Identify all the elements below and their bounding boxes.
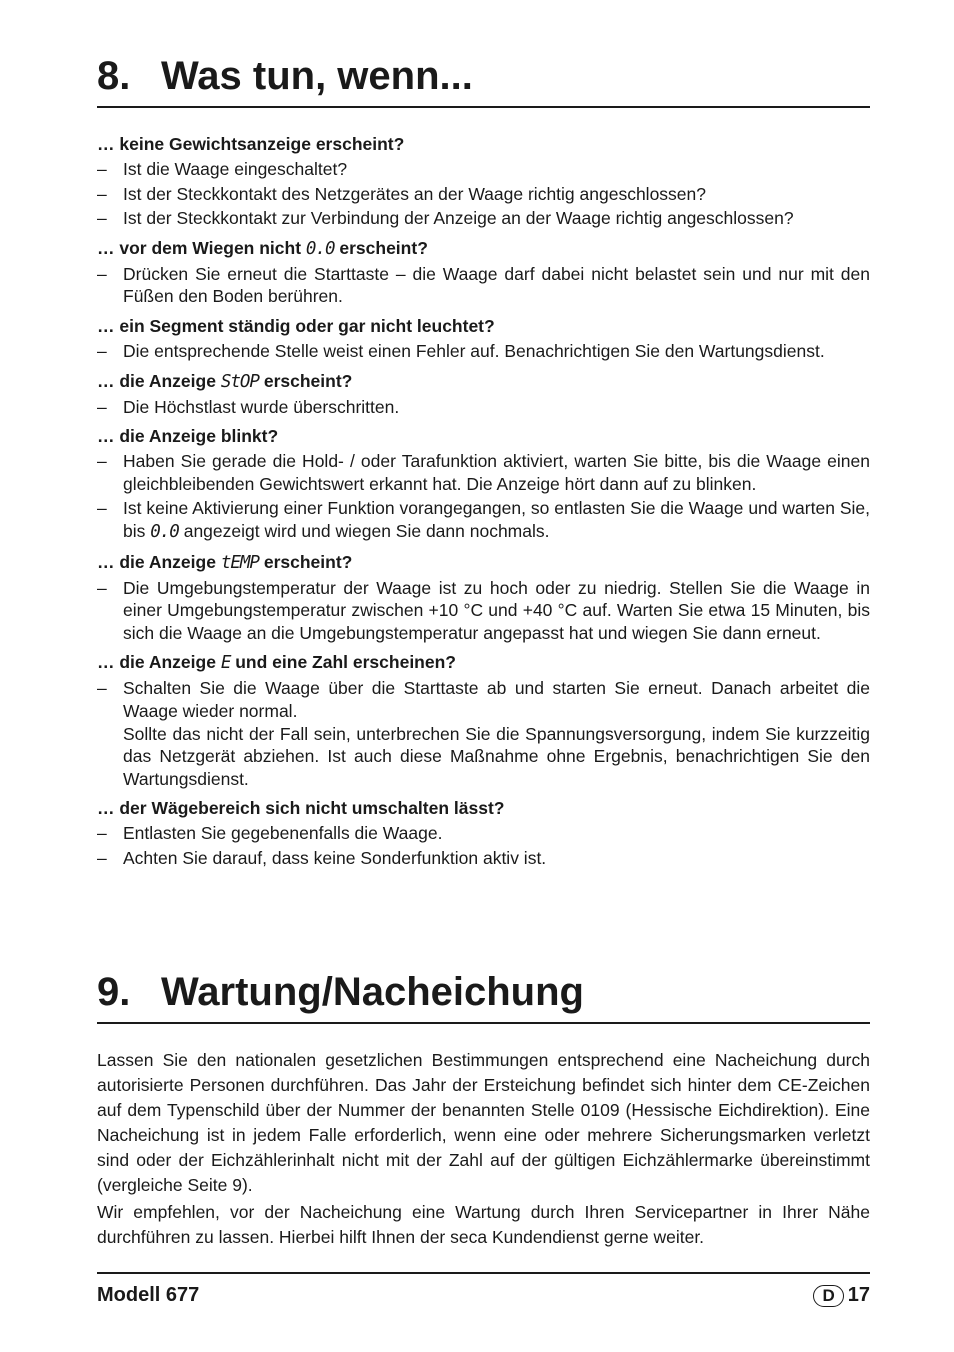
chapter-8-heading — [97, 56, 870, 108]
answer-text: Die Umgebungstemperatur der Waage ist zu hoch oder zu niedrig. Stellen Sie die Waage in einer Umgebungstemperatur zwischen +10 °C und +40 °C auf. Warten Sie etwa 15 Minuten, bis sich die Waage an die Umgebungstemperatur angepasst hat und wiegen Sie dann erneut. — [123, 577, 870, 643]
chapter-8-title: Was tun, wenn... — [161, 54, 473, 98]
dash-bullet: – — [97, 678, 107, 699]
answer-item — [97, 340, 870, 363]
dash-bullet: – — [97, 823, 107, 844]
answer-item — [97, 450, 870, 495]
dash-bullet: – — [97, 340, 107, 361]
question-heading — [97, 315, 870, 338]
answer-text: Haben Sie gerade die Hold- / oder Tarafunktion aktiviert, warten Sie bitte, bis die Waage einen gleichbleibenden Gewichtswert erkannt hat. Die Anzeige hört dann auf zu blinken. — [123, 451, 870, 494]
dash-bullet: – — [97, 498, 107, 519]
answer-text: Schalten Sie die Waage über die Starttaste ab und starten Sie erneut. Danach arbeitet die Waage wieder normal. — [123, 678, 870, 721]
answer-text: Ist der Steckkontakt zur Verbindung der Anzeige an der Waage richtig angeschlossen? — [123, 208, 794, 229]
language-badge: D — [813, 1285, 843, 1307]
chapter-8-number: 8. — [97, 54, 131, 98]
question-heading — [97, 551, 870, 575]
question-heading — [97, 370, 870, 394]
answer-text: Die entsprechende Stelle weist einen Fehler auf. Benachrichtigen Sie den Wartungsdienst. — [123, 340, 825, 361]
answer-item — [97, 497, 870, 543]
answer-item — [97, 396, 870, 419]
answer-text-continued: Sollte das nicht der Fall sein, unterbrechen Sie die Spannungsversorgung, indem Sie kurzzeitig das Netzgerät abziehen. Ist auch diese Maßnahme ohne Ergebnis, benachrichtigen Sie den Wartungsdienst. — [123, 723, 870, 789]
answer-text-end: angezeigt wird und wiegen Sie dann nochmals. — [178, 520, 550, 541]
question-heading — [97, 425, 870, 448]
answer-item — [97, 183, 870, 206]
model-label: Modell 677 — [97, 1284, 200, 1306]
question-heading — [97, 651, 870, 675]
question-text-end: erscheint? — [334, 237, 428, 258]
question-text: … die Anzeige — [97, 652, 221, 673]
page-number-box — [813, 1284, 870, 1307]
question-text: … keine Gewichtsanzeige erscheint? — [97, 134, 405, 154]
answer-text: Ist keine Aktivierung einer Funktion vorangegangen, so entlasten Sie die Waage und warten Sie, bis — [123, 498, 870, 541]
answer-item — [97, 677, 870, 790]
question-text-end: erscheint? — [258, 551, 353, 572]
dash-bullet: – — [97, 159, 107, 179]
question-text: … ein Segment ständig oder gar nicht leuchtet? — [97, 315, 495, 336]
question-text: … vor dem Wiegen nicht — [97, 237, 306, 258]
question-text: … der Wägebereich sich nicht umschalten lässt? — [97, 798, 505, 819]
chapter-9-number: 9. — [97, 970, 131, 1014]
page-footer — [97, 1272, 870, 1306]
lcd-display-symbol: E — [220, 653, 231, 674]
answer-item — [97, 847, 870, 870]
troubleshooting-list — [97, 133, 870, 869]
answer-text: Entlasten Sie gegebenenfalls die Waage. — [123, 823, 443, 844]
lcd-display-symbol: 0.0 — [305, 238, 335, 259]
question-heading — [97, 797, 870, 820]
lcd-display-symbol: 0.0 — [150, 521, 179, 542]
question-text: … die Anzeige — [97, 551, 221, 572]
dash-bullet: – — [97, 396, 107, 417]
dash-bullet: – — [97, 451, 107, 472]
question-text-end: und eine Zahl erscheinen? — [230, 652, 456, 673]
lcd-display-symbol: tEMP — [220, 552, 259, 573]
question-text-end: erscheint? — [258, 370, 353, 391]
chapter-9-title: Wartung/Nacheichung — [161, 970, 584, 1014]
question-heading — [97, 237, 870, 261]
answer-item — [97, 822, 870, 845]
chapter-9-paragraph-1: Lassen Sie den nationalen gesetzlichen Bestimmungen entsprechend eine Nacheichung durch autorisierte Personen durchführen. Das Jahr der Ersteichung befindet sich hinter dem CE-Zeichen auf dem Typenschild über der Nummer der benannten Stelle 0109 (Hessische Eichdirektion). Eine Nacheichung ist in jedem Falle erforderlich, wenn eine oder mehrere Sicherungsmarken verletzt sind oder der Eichzählerinhalt nicht mit der Zahl auf der gültigen Eichzählermarke übereinstimmt (vergleiche Seite 9). — [97, 1050, 870, 1195]
dash-bullet: – — [97, 183, 107, 204]
page-number: 17 — [847, 1284, 870, 1306]
chapter-9-paragraph-2: Wir empfehlen, vor der Nacheichung eine Wartung durch Ihren Servicepartner in Ihrer Nähe durchführen zu lassen. Hierbei hilft Ihnen der seca Kundendienst gerne weiter. — [97, 1202, 870, 1247]
question-heading — [97, 133, 870, 156]
dash-bullet: – — [97, 208, 107, 229]
dash-bullet: – — [97, 577, 107, 598]
question-text: … die Anzeige blinkt? — [97, 426, 279, 447]
answer-text: Ist die Waage eingeschaltet? — [123, 159, 348, 179]
lcd-display-symbol: StOP — [220, 371, 259, 392]
dash-bullet: – — [97, 847, 107, 868]
answer-item — [97, 158, 870, 181]
dash-bullet: – — [97, 263, 107, 284]
answer-text: Die Höchstlast wurde überschritten. — [123, 396, 400, 417]
answer-item — [97, 577, 870, 645]
answer-text: Achten Sie darauf, dass keine Sonderfunktion aktiv ist. — [123, 847, 547, 868]
answer-item — [97, 263, 870, 308]
answer-text: Drücken Sie erneut die Starttaste – die Waage darf dabei nicht belastet sein und nur mit den Füßen den Boden berühren. — [123, 263, 870, 307]
question-text: … die Anzeige — [97, 370, 221, 391]
answer-item — [97, 207, 870, 230]
answer-text: Ist der Steckkontakt des Netzgerätes an der Waage richtig angeschlossen? — [123, 183, 707, 204]
chapter-9-heading — [97, 972, 870, 1024]
chapter-9-body — [97, 1048, 870, 1252]
